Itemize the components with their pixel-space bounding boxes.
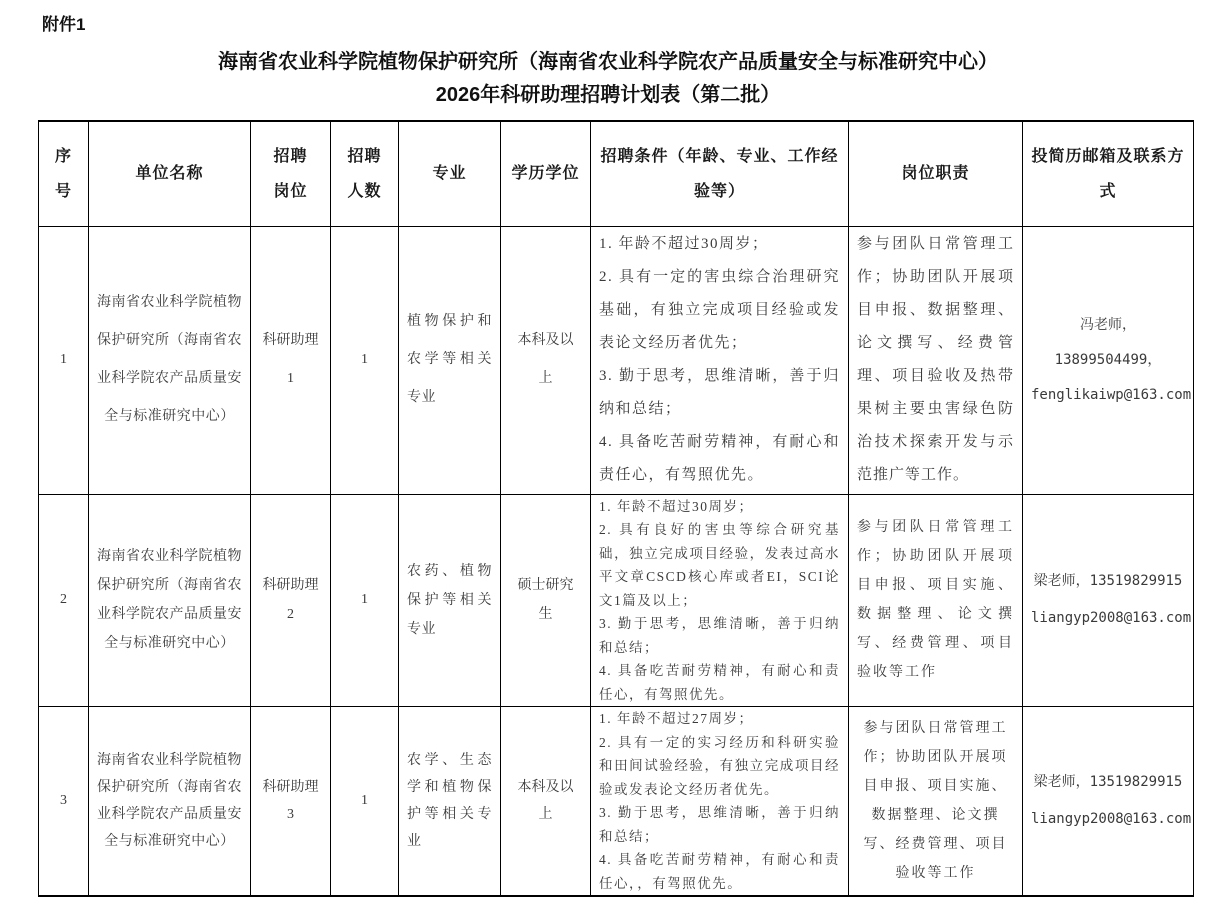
requirement-item: 4. 具备吃苦耐劳精神，有耐心和责任心，有驾照优先。 <box>599 663 840 702</box>
degree-cell <box>501 707 591 897</box>
header-major: 专业 <box>399 121 501 226</box>
major-text: 农学、生态学和植物保护等相关专业 <box>407 753 492 849</box>
unit-name: 海南省农业科学院植物保护研究所（海南省农业科学院农产品质量安全与标准研究中心） <box>97 753 242 849</box>
contact-cell <box>1023 494 1194 707</box>
position-cell <box>251 226 331 494</box>
table-row <box>39 226 1194 494</box>
requirement-item: 3. 勤于思考，思维清晰，善于归纳和总结； <box>599 805 840 844</box>
position-name: 科研助理3 <box>262 780 319 822</box>
contact-email: liangyp2008@163.com <box>1031 811 1192 827</box>
position-cell <box>251 707 331 897</box>
contact-cell <box>1023 226 1194 494</box>
page-title <box>0 46 1216 112</box>
degree-cell <box>501 226 591 494</box>
requirement-item: 1. 年龄不超过27周岁； <box>599 711 754 726</box>
contact-name: 冯老师， <box>1080 316 1136 333</box>
serial-number: 3 <box>39 707 89 897</box>
headcount: 1 <box>331 707 399 897</box>
requirement-item: 2. 具有一定的害虫综合治理研究基础，有独立完成项目经验或发表论文经历者优先； <box>599 269 840 351</box>
table-row <box>39 494 1194 707</box>
contact-cell <box>1023 707 1194 897</box>
duties-text: 参与团队日常管理工作；协助团队开展项目申报、项目实施、数据整理、论文撰写、经费管理、项目验收等工作 <box>863 721 1008 881</box>
headcount: 1 <box>331 226 399 494</box>
header-row <box>39 121 1194 226</box>
headcount: 1 <box>331 494 399 707</box>
major-text: 植物保护和农学等相关专业 <box>407 314 492 405</box>
requirement-item: 1. 年龄不超过30周岁； <box>599 498 754 514</box>
duties-cell <box>849 494 1023 707</box>
contact-email: liangyp2008@163.com <box>1031 610 1192 627</box>
header-duties: 岗位职责 <box>849 121 1023 226</box>
page-title-line2: 2026年科研助理招聘计划表（第二批） <box>435 84 781 106</box>
degree-text: 本科及以上 <box>517 333 574 386</box>
major-cell <box>399 707 501 897</box>
degree-text: 本科及以上 <box>517 780 574 822</box>
duties-cell <box>849 226 1023 494</box>
requirement-item: 2. 具有良好的害虫等综合研究基础，独立完成项目经验，发表过高水平文章CSCD核心库或者EI，SCI论文1篇及以上； <box>599 522 840 608</box>
position-cell <box>251 494 331 707</box>
position-name: 科研助理1 <box>262 333 319 386</box>
unit-name-cell <box>89 494 251 707</box>
unit-name-cell <box>89 707 251 897</box>
serial-number: 2 <box>39 494 89 707</box>
unit-name: 海南省农业科学院植物保护研究所（海南省农业科学院农产品质量安全与标准研究中心） <box>97 295 242 424</box>
position-name: 科研助理2 <box>262 578 319 623</box>
duties-text: 参与团队日常管理工作；协助团队开展项目申报、项目实施、数据整理、论文撰写、经费管理、项目验收等工作 <box>857 520 1014 681</box>
major-text: 农药、植物保护等相关专业 <box>407 563 492 637</box>
requirement-item: 3. 勤于思考，思维清晰，善于归纳和总结； <box>599 368 840 417</box>
contact-name-phone: 梁老师，13519829915 <box>1033 573 1183 590</box>
degree-cell <box>501 494 591 707</box>
major-cell <box>399 494 501 707</box>
header-position: 招聘岗位 <box>251 121 331 226</box>
requirement-item: 4. 具备吃苦耐劳精神，有耐心和责任心，有驾照优先。 <box>599 434 840 483</box>
requirements-cell <box>591 707 849 897</box>
requirement-item: 2. 具有一定的实习经历和科研实验和田间试验经验，有独立完成项目经验或发表论文经历者优先。 <box>599 734 840 797</box>
requirements-cell <box>591 226 849 494</box>
header-contact: 投简历邮箱及联系方式 <box>1023 121 1194 226</box>
requirement-item: 4. 具备吃苦耐劳精神，有耐心和责任心，，有驾照优先。 <box>599 852 840 891</box>
header-unit-name: 单位名称 <box>89 121 251 226</box>
header-requirements: 招聘条件（年龄、专业、工作经验等） <box>591 121 849 226</box>
unit-name-cell <box>89 226 251 494</box>
header-headcount: 招聘人数 <box>331 121 399 226</box>
recruitment-table <box>38 120 1194 897</box>
requirement-item: 1. 年龄不超过30周岁； <box>599 236 769 252</box>
major-cell <box>399 226 501 494</box>
degree-text: 硕士研究生 <box>517 578 574 623</box>
duties-text: 参与团队日常管理工作；协助团队开展项目申报、数据整理、论文撰写、经费管理、项目验收及热带果树主要虫害绿色防治技术探索开发与示范推广等工作。 <box>857 236 1014 483</box>
table-row <box>39 707 1194 897</box>
header-degree: 学历学位 <box>501 121 591 226</box>
requirements-cell <box>591 494 849 707</box>
contact-email: fenglikaiwp@163.com <box>1031 386 1192 403</box>
unit-name: 海南省农业科学院植物保护研究所（海南省农业科学院农产品质量安全与标准研究中心） <box>97 549 242 652</box>
page-title-line1: 海南省农业科学院植物保护研究所（海南省农业科学院农产品质量安全与标准研究中心） <box>218 51 998 73</box>
duties-cell <box>849 707 1023 897</box>
header-serial-number: 序号 <box>39 121 89 226</box>
serial-number: 1 <box>39 226 89 494</box>
attachment-label: 附件1 <box>42 15 86 34</box>
contact-phone: 13899504499， <box>1054 351 1162 368</box>
requirement-item: 3. 勤于思考，思维清晰，善于归纳和总结； <box>599 616 840 655</box>
contact-name-phone: 梁老师，13519829915 <box>1033 774 1183 790</box>
